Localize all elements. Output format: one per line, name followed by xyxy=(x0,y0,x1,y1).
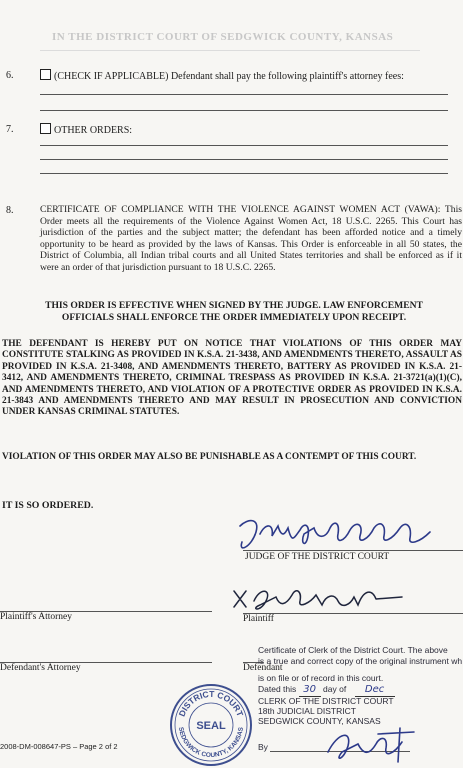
item-8-text: CERTIFICATE OF COMPLIANCE WITH THE VIOLENCE AGAINST WOMEN ACT (VAWA): This Order meets all the requirements of the Violence Against Women Act, 18 U.S.C. 2265. This Court has jurisdiction of the parties and the subject matter; the defendant has been afforded notice and a timely opportunity to be heard as provided by the laws of Kansas. This Order is enforceable in all 50 states, the District of Columbia, all Indian tribal courts and all United States territories and shall be enforced as if it were an order of that jurisdiction pursuant to 18 U.S.C. 2265. xyxy=(40,204,462,273)
dated-prefix: Dated this xyxy=(258,684,297,694)
form-id-footer: 2008-DM-008647-PS – Page 2 of 2 xyxy=(0,742,118,751)
item-6-line-1 xyxy=(40,94,448,95)
seal-bottom-text: SEDGWICK COUNTY, KANSAS xyxy=(177,726,245,760)
bleed-through-header: IN THE DISTRICT COURT OF SEDGWICK COUNTY, KANSAS xyxy=(52,31,394,43)
plaintiff-signature-line xyxy=(243,613,463,614)
clerk-signature xyxy=(318,722,428,768)
bleed-through-line xyxy=(40,50,420,51)
dated-day: 30 xyxy=(299,685,321,697)
stalking-notice: THE DEFENDANT IS HEREBY PUT ON NOTICE THAT VIOLATIONS OF THIS ORDER MAY CONSTITUTE STALKING AS PROVIDED IN K.S.A. 21-3438, AND AMENDMENTS THERETO, ASSAULT AS PROVIDED IN K.S.A. 21-3408, AND AMENDMENTS THERETO, BATTERY AS PROVIDED IN K.S.A. 21-3412, AND AMENDMENTS THERETO, CRIMINAL TRESPASS AS PROVIDED IN K.S.A. 21-3721(a)(1)(C), AND AMENDMENTS THERETO, AND VIOLATION OF A PROTECTIVE ORDER AS PROVIDED IN K.S.A. 21-3843 AND AMENDMENTS THERETO AND MAY RESULT IN PROSECUTION AND CONVICTION UNDER KANSAS CRIMINAL STATUTES. xyxy=(2,339,462,418)
item-7-text-row xyxy=(40,123,132,137)
certificate-clerk: CLERK OF THE DISTRICT COURT xyxy=(258,696,394,706)
certificate-by-label: By xyxy=(258,742,268,752)
court-seal xyxy=(168,682,254,768)
so-ordered-text: IT IS SO ORDERED. xyxy=(2,500,94,511)
item-6-text-row xyxy=(40,69,450,83)
dated-month: Dec xyxy=(355,685,395,697)
item-7-line-3 xyxy=(40,173,448,174)
item-7-line-2 xyxy=(40,159,448,160)
plaintiff-label: Plaintiff xyxy=(243,614,274,624)
certificate-line-3: is on file or of record in this court. xyxy=(258,673,384,683)
item-6-checkbox[interactable] xyxy=(40,69,51,80)
item-7-line-1 xyxy=(40,145,448,146)
item-6-line-2 xyxy=(40,110,448,111)
seal-center-text: SEAL xyxy=(196,720,226,732)
certificate-line-1: Certificate of Clerk of the District Court. The above xyxy=(258,645,448,655)
item-8-number: 8. xyxy=(6,205,14,216)
certificate-district: 18th JUDICIAL DISTRICT xyxy=(258,706,356,716)
dated-day-of: day of xyxy=(323,684,347,694)
seal-top-text: DISTRICT COURT xyxy=(176,688,246,718)
item-6-number: 6. xyxy=(6,70,14,81)
plaintiff-attorney-label: Plaintiff's Attorney xyxy=(0,612,72,622)
effective-notice: THIS ORDER IS EFFECTIVE WHEN SIGNED BY THE JUDGE. LAW ENFORCEMENT OFFICIALS SHALL ENFORCE THE ORDER IMMEDIATELY UPON RECEIPT. xyxy=(45,300,423,323)
certificate-dated-row xyxy=(258,684,395,697)
item-7-checkbox[interactable] xyxy=(40,123,51,134)
judge-signature-line xyxy=(243,550,463,551)
judge-label: JUDGE OF THE DISTRICT COURT xyxy=(245,552,390,562)
defendant-label: Defendant xyxy=(243,663,283,673)
defendant-attorney-label: Defendant's Attorney xyxy=(0,663,81,673)
item-7-number: 7. xyxy=(6,124,14,135)
contempt-notice: VIOLATION OF THIS ORDER MAY ALSO BE PUNISHABLE AS A CONTEMPT OF THIS COURT. xyxy=(2,452,417,462)
item-6-text: (CHECK IF APPLICABLE) Defendant shall pay the following plaintiff's attorney fees: xyxy=(54,71,404,82)
certificate-line-2: is a true and correct copy of the original instrument wh xyxy=(258,656,463,666)
item-7-text: OTHER ORDERS: xyxy=(54,125,133,136)
certificate-county: SEDGWICK COUNTY, KANSAS xyxy=(258,716,381,726)
